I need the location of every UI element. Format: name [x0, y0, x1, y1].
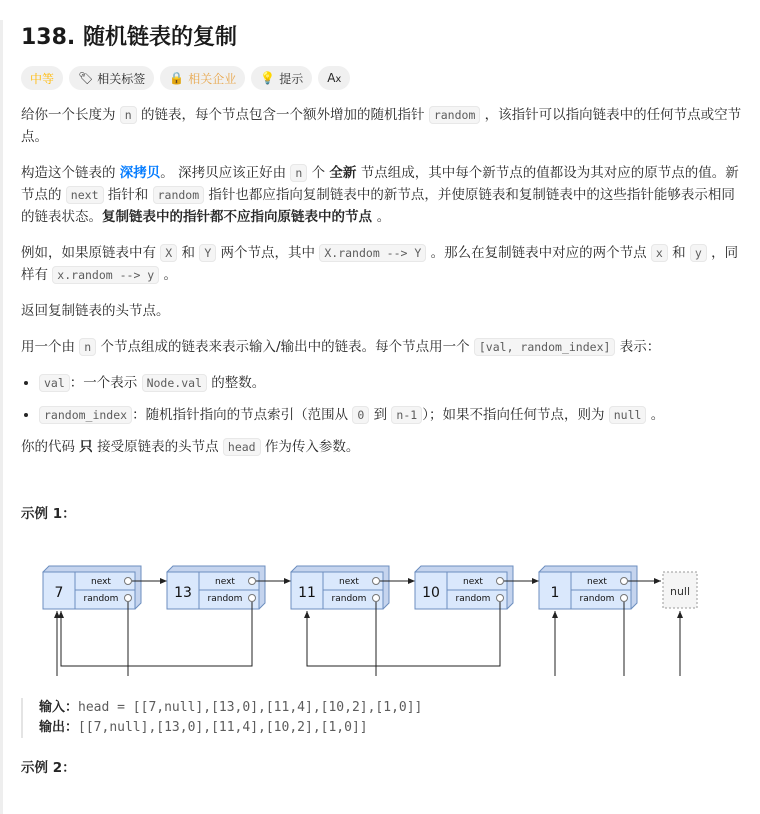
text: 返回复制链表的头节点。	[21, 303, 170, 319]
inline-code: random_index	[39, 406, 132, 424]
text: 的整数。	[206, 375, 266, 391]
inline-code: x	[651, 244, 668, 262]
random-arrow	[376, 602, 555, 676]
next-label: next	[463, 577, 483, 587]
text: ，该指针可以指向链表中的任何节点或空节点。	[21, 107, 742, 145]
bold-text: 复制链表中的指针都不应指向原链表中的节点	[102, 209, 377, 225]
text: 。 深拷贝应该正好由	[160, 165, 291, 181]
inline-code: n-1	[391, 406, 422, 424]
input-value: head = [[7,null],[13,0],[11,4],[10,2],[1,0]]	[78, 700, 423, 715]
random-pointer-dot	[497, 595, 504, 602]
tag-icon: 🏷	[78, 71, 94, 85]
text: ：一个表示	[69, 375, 142, 391]
text: ）；如果不指向任何节点，则为	[422, 407, 609, 423]
random-label: random	[455, 594, 491, 604]
random-pointer-dot	[621, 595, 628, 602]
random-arrow	[61, 602, 252, 666]
text: ，同样有	[21, 245, 739, 283]
related-tags-label: 相关标签	[97, 71, 146, 86]
next-pointer-dot	[249, 578, 256, 585]
text: 。	[376, 209, 391, 225]
linked-list-diagram	[21, 546, 721, 676]
node-value: 13	[174, 585, 192, 601]
node-value: 1	[550, 585, 560, 601]
next-label: next	[339, 577, 359, 587]
page-title: 138. 随机链表的复制	[21, 25, 237, 50]
random-pointer-dot	[249, 595, 256, 602]
inline-code: null	[609, 406, 647, 424]
paragraph	[21, 436, 742, 458]
inline-code: random	[429, 106, 481, 124]
inline-code: Node.val	[142, 374, 207, 392]
inline-code: random	[153, 186, 205, 204]
text: 表示：	[615, 339, 661, 355]
text: 。	[159, 267, 178, 283]
example-1-io	[21, 698, 742, 738]
paragraph	[21, 104, 742, 148]
next-pointer-dot	[497, 578, 504, 585]
next-pointer-dot	[125, 578, 132, 585]
lock-icon: 🔒	[169, 71, 185, 85]
text: 两个节点，其中	[216, 245, 320, 261]
random-arrow	[57, 602, 624, 676]
random-label: random	[579, 594, 615, 604]
example-1-title: 示例 1：	[21, 506, 76, 522]
output-label: 输出：	[39, 720, 79, 735]
related-tags-button[interactable]	[69, 66, 154, 90]
next-label: next	[215, 577, 235, 587]
random-arrow	[128, 602, 680, 676]
text: 给你一个长度为	[21, 107, 120, 123]
paragraph	[21, 336, 742, 358]
inline-code: 0	[352, 406, 369, 424]
null-label: null	[669, 585, 691, 598]
next-pointer-dot	[373, 578, 380, 585]
inline-code: n	[79, 338, 96, 356]
inline-code: X.random --> Y	[319, 244, 426, 262]
text: 和	[177, 245, 200, 261]
text: 。那么在复制链表中对应的两个节点	[426, 245, 651, 261]
next-label: next	[91, 577, 111, 587]
inline-code: Y	[199, 244, 216, 262]
text: 的链表，每个节点包含一个额外增加的随机指针	[136, 107, 429, 123]
related-companies-button[interactable]	[160, 66, 245, 90]
inline-code: next	[66, 186, 104, 204]
difficulty-label: 中等	[30, 71, 55, 86]
next-pointer-dot	[621, 578, 628, 585]
inline-code: y	[690, 244, 707, 262]
difficulty-badge[interactable]	[21, 66, 63, 90]
inline-code: [val, random_index]	[474, 338, 616, 356]
text: 。	[646, 407, 665, 423]
paragraph	[21, 300, 742, 322]
inline-code: X	[160, 244, 177, 262]
inline-code: n	[120, 106, 137, 124]
bullet-item	[39, 404, 742, 426]
problem-description	[21, 104, 742, 458]
inline-code: val	[39, 374, 70, 392]
font-settings-button[interactable]	[318, 66, 350, 90]
text: 构造这个链表的	[21, 165, 120, 181]
text: 个	[307, 165, 330, 181]
bold-text: 只	[79, 439, 93, 455]
hint-button[interactable]	[251, 66, 312, 90]
related-companies-label: 相关企业	[188, 71, 237, 86]
text: 你的代码	[21, 439, 80, 455]
translate-icon: Ax	[327, 71, 342, 85]
node-value: 10	[422, 585, 440, 601]
input-label: 输入：	[39, 700, 79, 715]
inline-code: x.random --> y	[52, 266, 159, 284]
inline-code: n	[290, 164, 307, 182]
text: 作为传入参数。	[260, 439, 360, 455]
random-pointer-dot	[373, 595, 380, 602]
text: 接受原链表的头节点	[92, 439, 223, 455]
paragraph	[21, 242, 742, 286]
text: 指针和	[103, 187, 153, 203]
node-value: 7	[54, 585, 64, 601]
deep-copy-link[interactable]: 深拷贝	[119, 165, 161, 181]
text: 节点组成，其中每个新节点的值都设为其对应的原节点的值。新节点的	[21, 165, 739, 203]
output-value: [[7,null],[13,0],[11,4],[10,2],[1,0]]	[78, 720, 368, 735]
hint-label: 提示	[279, 71, 304, 86]
bullet-item	[39, 372, 742, 394]
inline-code: head	[223, 438, 261, 456]
paragraph	[21, 162, 742, 228]
text: 指针也都应指向复制链表中的新节点，并使原链表和复制链表中的这些指针能够表示相同的链表状态。	[21, 187, 735, 225]
text: 例如，如果原链表中有	[21, 245, 161, 261]
text: 用一个由	[21, 339, 80, 355]
text: 和	[667, 245, 690, 261]
random-label: random	[83, 594, 119, 604]
text: 到	[369, 407, 392, 423]
node-value: 11	[298, 585, 316, 601]
bold-text: 全新	[329, 165, 357, 181]
random-arrow	[307, 602, 500, 666]
random-pointer-dot	[125, 595, 132, 602]
example-2-title: 示例 2：	[21, 760, 76, 776]
random-label: random	[331, 594, 367, 604]
next-label: next	[587, 577, 607, 587]
text: ：随机指针指向的节点索引（范围从	[132, 407, 353, 423]
text: 个节点组成的链表来表示输入/输出中的链表。每个节点用一个	[96, 339, 474, 355]
random-label: random	[207, 594, 243, 604]
lightbulb-icon: 💡	[260, 71, 276, 85]
